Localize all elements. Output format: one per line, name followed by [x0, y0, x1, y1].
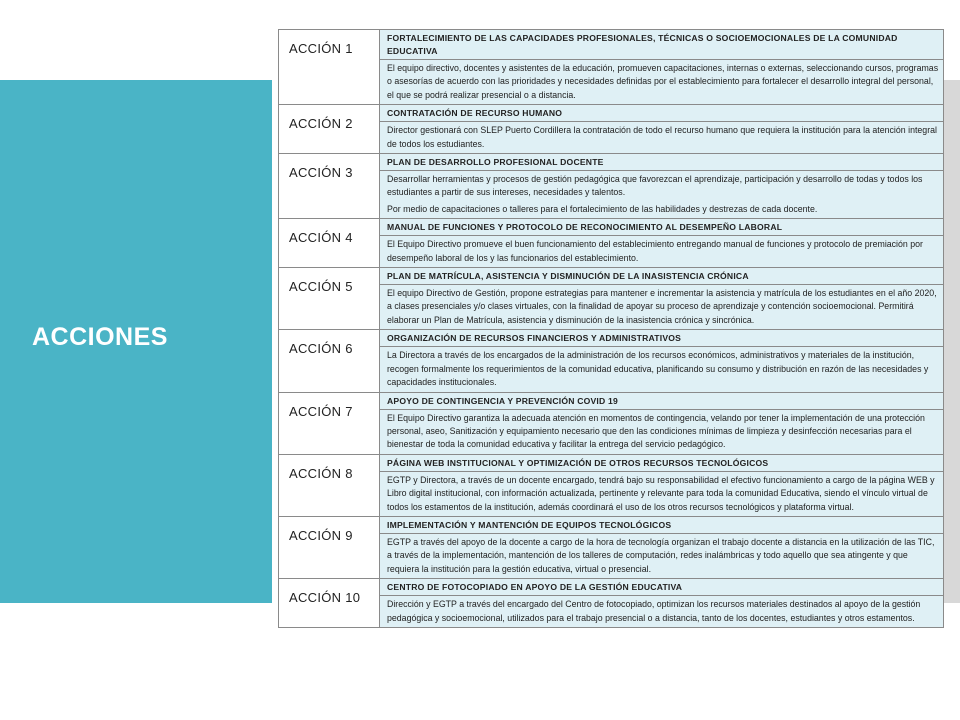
description-paragraph: EGTP a través del apoyo de la docente a cargo de la hora de tecnología organizan el trabajo docente a distancia en la utilización de las TIC, a través de la implementación, mantención de los talleres de computación, redes inalámbricas y todo aquello que sea atingente y que requiera la institución para la gestión educativa, virtual o presencial.	[387, 536, 935, 574]
sidebar-title: ACCIONES	[32, 323, 168, 351]
action-description	[380, 409, 944, 454]
action-title: PLAN DE MATRÍCULA, ASISTENCIA Y DISMINUCIÓN DE LA INASISTENCIA CRÓNICA	[380, 268, 944, 285]
action-row	[279, 454, 944, 471]
description-paragraph: Desarrollar herramientas y procesos de gestión pedagógica que favorezcan el aprendizaje, participación y desarrollo de todas y todos los estudiantes a partir de sus intereses, necesidades y talentos.	[387, 174, 923, 198]
action-title: PÁGINA WEB INSTITUCIONAL Y OPTIMIZACIÓN DE OTROS RECURSOS TECNOLÓGICOS	[380, 454, 944, 471]
action-label: ACCIÓN 8	[279, 454, 380, 516]
action-description	[380, 171, 944, 219]
action-label: ACCIÓN 7	[279, 392, 380, 454]
action-title: MANUAL DE FUNCIONES Y PROTOCOLO DE RECONOCIMIENTO AL DESEMPEÑO LABORAL	[380, 219, 944, 236]
action-row	[279, 579, 944, 596]
action-label: ACCIÓN 5	[279, 268, 380, 330]
action-description	[380, 60, 944, 105]
action-title: IMPLEMENTACIÓN Y MANTENCIÓN DE EQUIPOS TECNOLÓGICOS	[380, 516, 944, 533]
action-row	[279, 268, 944, 285]
action-label: ACCIÓN 2	[279, 105, 380, 154]
action-title: APOYO DE CONTINGENCIA Y PREVENCIÓN COVID 19	[380, 392, 944, 409]
action-title: CENTRO DE FOTOCOPIADO EN APOYO DE LA GESTIÓN EDUCATIVA	[380, 579, 944, 596]
description-paragraph: El Equipo Directivo garantiza la adecuada atención en momentos de contingencia, velando por tener la implementación de una protección personal, aseo, Sanitización y equipamiento necesario que den las condiciones mínimas de limpieza y desinfección necesarias para el bienestar de toda la comunidad educativa y facilitar la entrega del servicio pedagógico.	[387, 412, 925, 450]
description-paragraph: EGTP y Directora, a través de un docente encargado, tendrá bajo su responsabilidad el efectivo funcionamiento a cargo de la página WEB y Libro digital institucional, con información actualizada, pertinente y relevante para toda la comunidad Educativa, siendo el vínculo virtual de todos los estamentos de la institución, además coordinará el uso de los otros recursos tecnológicos y plataforma virtual.	[387, 474, 935, 512]
actions-table	[278, 29, 944, 628]
description-paragraph: Por medio de capacitaciones o talleres para el fortalecimiento de las habilidades y destrezas de cada docente.	[387, 203, 818, 214]
action-row	[279, 219, 944, 236]
action-row	[279, 30, 944, 60]
action-description	[380, 596, 944, 628]
action-row	[279, 330, 944, 347]
action-label: ACCIÓN 10	[279, 579, 380, 628]
description-paragraph: El equipo directivo, docentes y asistentes de la educación, promueven capacitaciones, internas o externas, seleccionando cursos, programas o asesorías de acuerdo con las prioridades y necesidades definidas por el establecimiento para fortalecer el desarrollo integral del personal, el que se podrá realizar presencial o a distancia.	[387, 63, 939, 100]
description-paragraph: La Directora a través de los encargados de la administración de los recursos económicos, administrativos y materiales de la institución, recogen formalmente los requerimientos de la comunidad educativa, planificando su consumo y distribución en razón de las necesidades y capacidades institucionales.	[387, 350, 929, 388]
description-paragraph: El equipo Directivo de Gestión, propone estrategias para mantener e incrementar la asistencia y matrícula de los estudiantes en el año 2020, a clases presenciales y/o clases virtuales, con la finalidad de apoyar su proceso de aprendizaje y contención socioemocional. Permitirá elaborar un Plan de Matrícula, asistencia y disminución de la inasistencia crónica y sincrónica.	[387, 288, 937, 325]
description-paragraph: El Equipo Directivo promueve el buen funcionamiento del establecimiento entregando manual de funciones y protocolo de premiación por desempeño laboral de los y las funcionarios del establecimiento.	[387, 239, 923, 263]
action-row	[279, 154, 944, 171]
action-label: ACCIÓN 1	[279, 30, 380, 105]
action-description	[380, 347, 944, 392]
action-title: ORGANIZACIÓN DE RECURSOS FINANCIEROS Y ADMINISTRATIVOS	[380, 330, 944, 347]
action-title: CONTRATACIÓN DE RECURSO HUMANO	[380, 105, 944, 122]
action-label: ACCIÓN 3	[279, 154, 380, 219]
action-description	[380, 122, 944, 154]
action-row	[279, 516, 944, 533]
description-paragraph: Director gestionará con SLEP Puerto Cordillera la contratación de todo el recurso humano que requiera la institución para la atención integral de todos los estudiantes.	[387, 125, 937, 149]
description-paragraph: Dirección y EGTP a través del encargado del Centro de fotocopiado, optimizan los recursos materiales destinados al apoyo de la gestión pedagógica y socioemocional, utilizados para el trabajo presencial o a distancia, tanto de los docentes, estudiantes y otros estamentos.	[387, 599, 921, 623]
action-label: ACCIÓN 9	[279, 516, 380, 578]
action-description	[380, 285, 944, 330]
action-description	[380, 533, 944, 578]
action-title: FORTALECIMIENTO DE LAS CAPACIDADES PROFESIONALES, TÉCNICAS O SOCIOEMOCIONALES DE LA COMUNIDAD EDUCATIVA	[380, 30, 944, 60]
action-description	[380, 236, 944, 268]
action-title: PLAN DE DESARROLLO PROFESIONAL DOCENTE	[380, 154, 944, 171]
action-row	[279, 392, 944, 409]
action-label: ACCIÓN 6	[279, 330, 380, 392]
action-row	[279, 105, 944, 122]
action-label: ACCIÓN 4	[279, 219, 380, 268]
action-description	[380, 471, 944, 516]
